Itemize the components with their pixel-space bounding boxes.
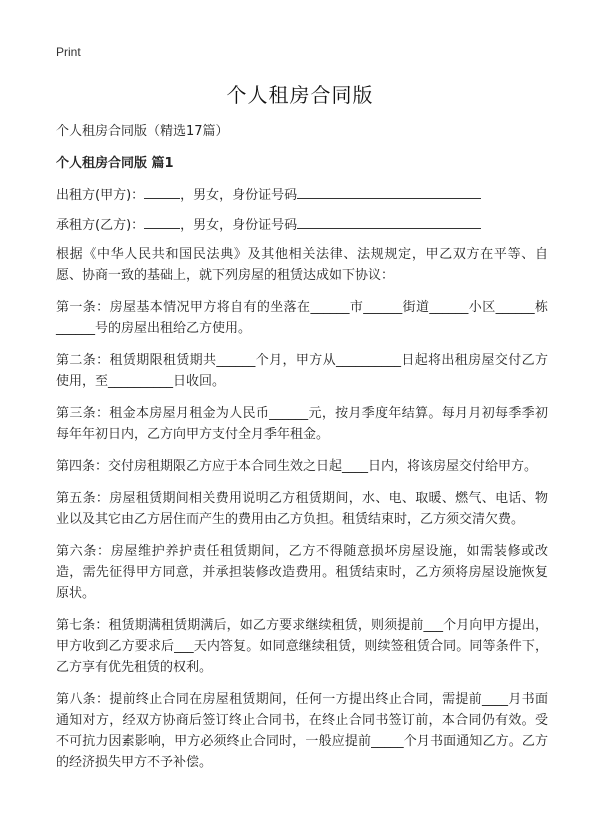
print-link[interactable]: Print (56, 45, 81, 59)
document-subtitle: 个人租房合同版（精选17篇） (56, 124, 229, 139)
lessor-gender-id-text: ，男女，身份证号码 (180, 188, 298, 203)
lessee-label: 承租方(乙方)： (56, 218, 145, 233)
lessor-name-blank (144, 186, 180, 199)
lessee-line (56, 214, 481, 233)
article-5-paragraph: 第五条：房屋租赁期间相关费用说明乙方租赁期间，水、电、取暖、燃气、电话、物业以及其它由乙方居住而产生的费用由乙方负担。租赁结束时，乙方须交清欠费。 (56, 491, 548, 527)
article-4-paragraph: 第四条：交付房租期限乙方应于本合同生效之日起____日内，将该房屋交付给甲方。 (56, 459, 538, 474)
lessor-id-blank (297, 186, 481, 199)
contract-body (56, 244, 548, 784)
article-8-paragraph: 第八条：提前终止合同在房屋租赁期间，任何一方提出终止合同，需提前____月书面通知对方，经双方协商后签订终止合同书，在终止合同书签订前，本合同仍有效。受不可抗力因素影响，甲方必须终止合同时，一般应提前_____个月书面通知乙方。乙方的经济损失甲方不予补偿。 (56, 692, 548, 770)
section-heading: 个人租房合同版 篇1 (56, 156, 174, 171)
lessor-line (56, 184, 481, 203)
article-2-paragraph: 第二条：租赁期限租赁期共______个月，甲方从__________日起将出租房屋交付乙方使用，至__________日收回。 (56, 353, 548, 389)
article-3-paragraph: 第三条：租金本房屋月租金为人民币______元，按月季度年结算。每月月初每季季初每年年初日内，乙方向甲方支付全月季年租金。 (56, 406, 548, 442)
lessee-name-blank (144, 216, 180, 229)
article-6-paragraph: 第六条：房屋维护养护责任租赁期间，乙方不得随意损坏房屋设施，如需装修或改造，需先征得甲方同意，并承担装修改造费用。租赁结束时，乙方须将房屋设施恢复原状。 (56, 544, 548, 601)
lessee-id-blank (297, 216, 481, 229)
lessor-label: 出租方(甲方)： (56, 188, 145, 203)
preamble-paragraph: 根据《中华人民共和国民法典》及其他相关法律、法规规定，甲乙双方在平等、自愿、协商一致的基础上，就下列房屋的租赁达成如下协议： (56, 247, 548, 283)
lessee-gender-id-text: ，男女，身份证号码 (180, 218, 298, 233)
article-7-paragraph: 第七条：租赁期满租赁期满后，如乙方要求继续租赁，则须提前___个月向甲方提出，甲方收到乙方要求后___天内答复。如同意继续租赁，则续签租赁合同。同等条件下，乙方享有优先租赁的权利。 (56, 618, 548, 675)
page-title: 个人租房合同版 (226, 83, 374, 107)
article-1-paragraph: 第一条：房屋基本情况甲方将自有的坐落在______市______街道______小区______栋______号的房屋出租给乙方使用。 (56, 300, 548, 336)
